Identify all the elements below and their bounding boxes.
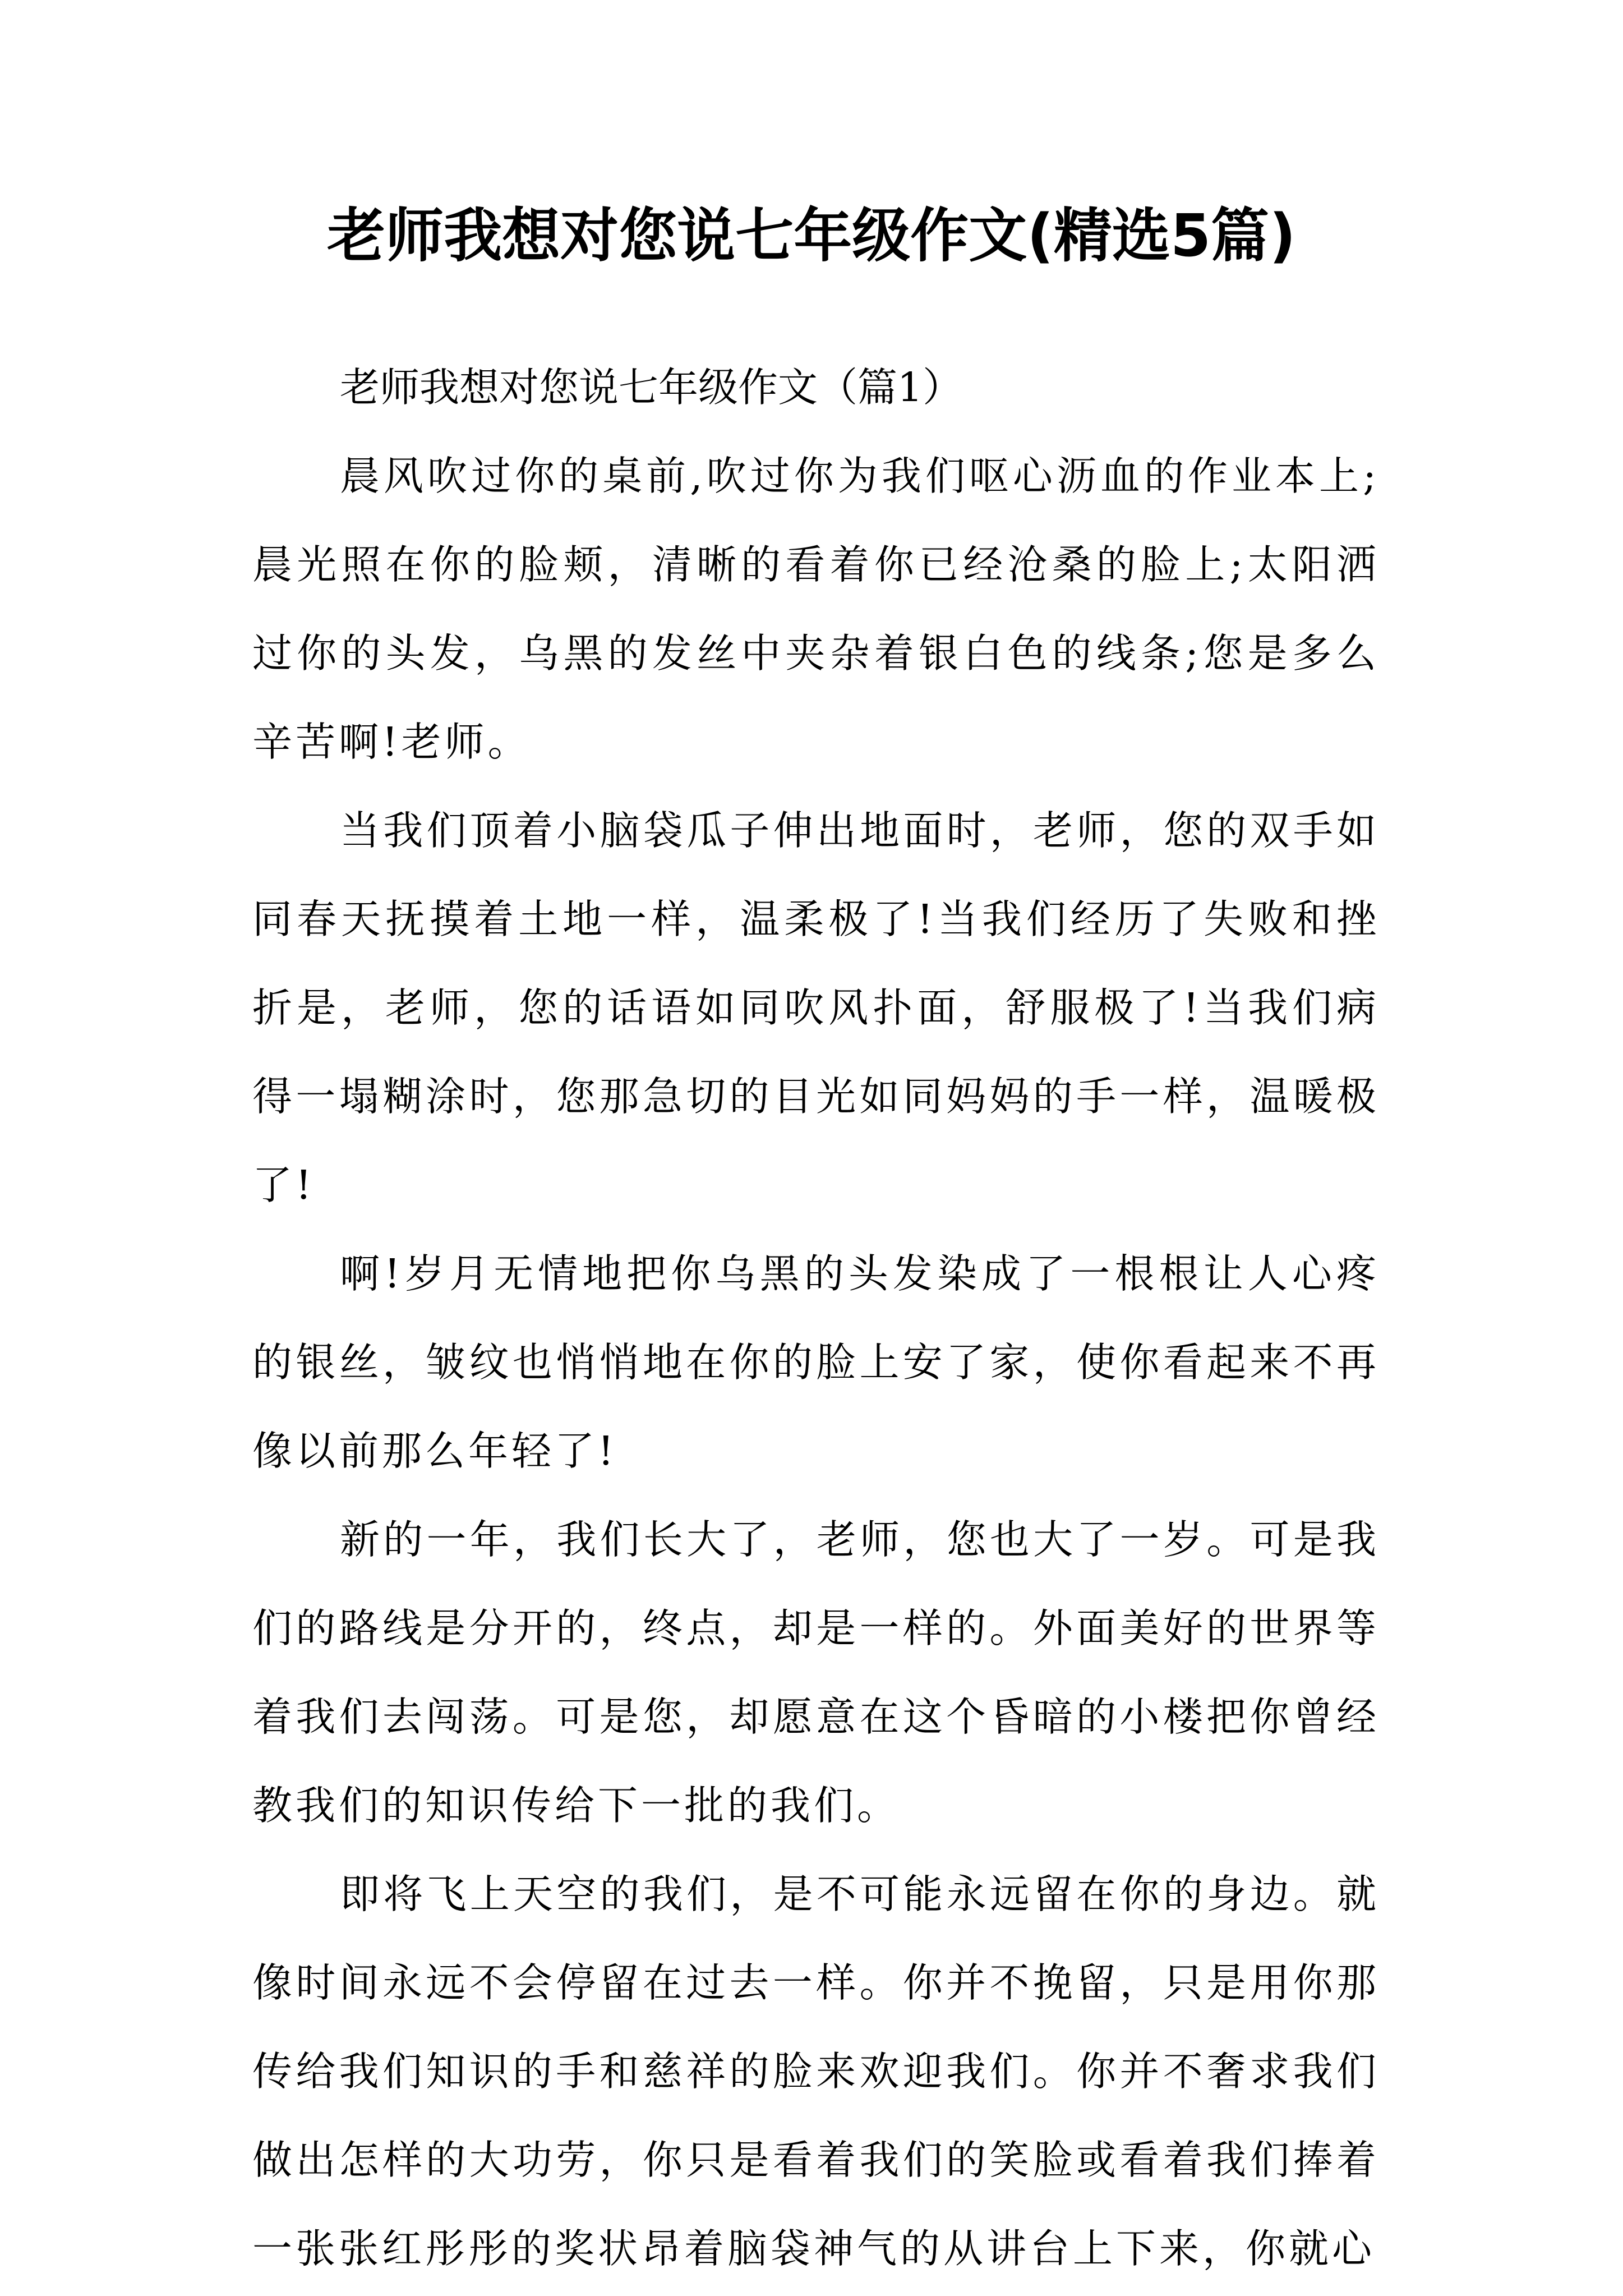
- paragraph-1: 晨风吹过你的桌前,吹过你为我们呕心沥血的作业本上;晨光照在你的脸颊，清晰的看着你已经沧桑的脸上;太阳洒过你的头发，乌黑的发丝中夹杂着银白色的线条;您是多么辛苦啊!老师。: [252, 453, 1380, 765]
- paragraph-2: 当我们顶着小脑袋瓜子伸出地面时，老师，您的双手如同春天抚摸着土地一样，温柔极了!当我们经历了失败和挫折是，老师，您的话语如同吹风扑面，舒服极了!当我们病得一塌糊涂时，您那急切的目光如同妈妈的手一样，温暖极了!: [252, 807, 1380, 1208]
- paragraph-4: 新的一年，我们长大了，老师，您也大了一岁。可是我们的路线是分开的，终点，却是一样的。外面美好的世界等着我们去闯荡。可是您，却愿意在这个昏暗的小楼把你曾经教我们的知识传给下一批的我们。: [252, 1516, 1380, 1829]
- document-title: 老师我想对您说七年级作文(精选5篇): [327, 201, 1296, 270]
- paragraph-5: 即将飞上天空的我们，是不可能永远留在你的身边。就像时间永远不会停留在过去一样。你并不挽留，只是用你那传给我们知识的手和慈祥的脸来欢迎我们。你并不奢求我们做出怎样的大功劳，你只是看着我们的笑脸或看着我们捧着一张张红彤彤的奖状昂着脑袋神气的从讲台上下来，你就心: [252, 1871, 1380, 2272]
- document-body: [252, 343, 1380, 2293]
- section-heading: 老师我想对您说七年级作文（篇1）: [340, 364, 963, 411]
- paragraph-3: 啊!岁月无情地把你乌黑的头发染成了一根根让人心疼的银丝，皱纹也悄悄地在你的脸上安了家，使你看起来不再像以前那么年轻了!: [252, 1250, 1380, 1474]
